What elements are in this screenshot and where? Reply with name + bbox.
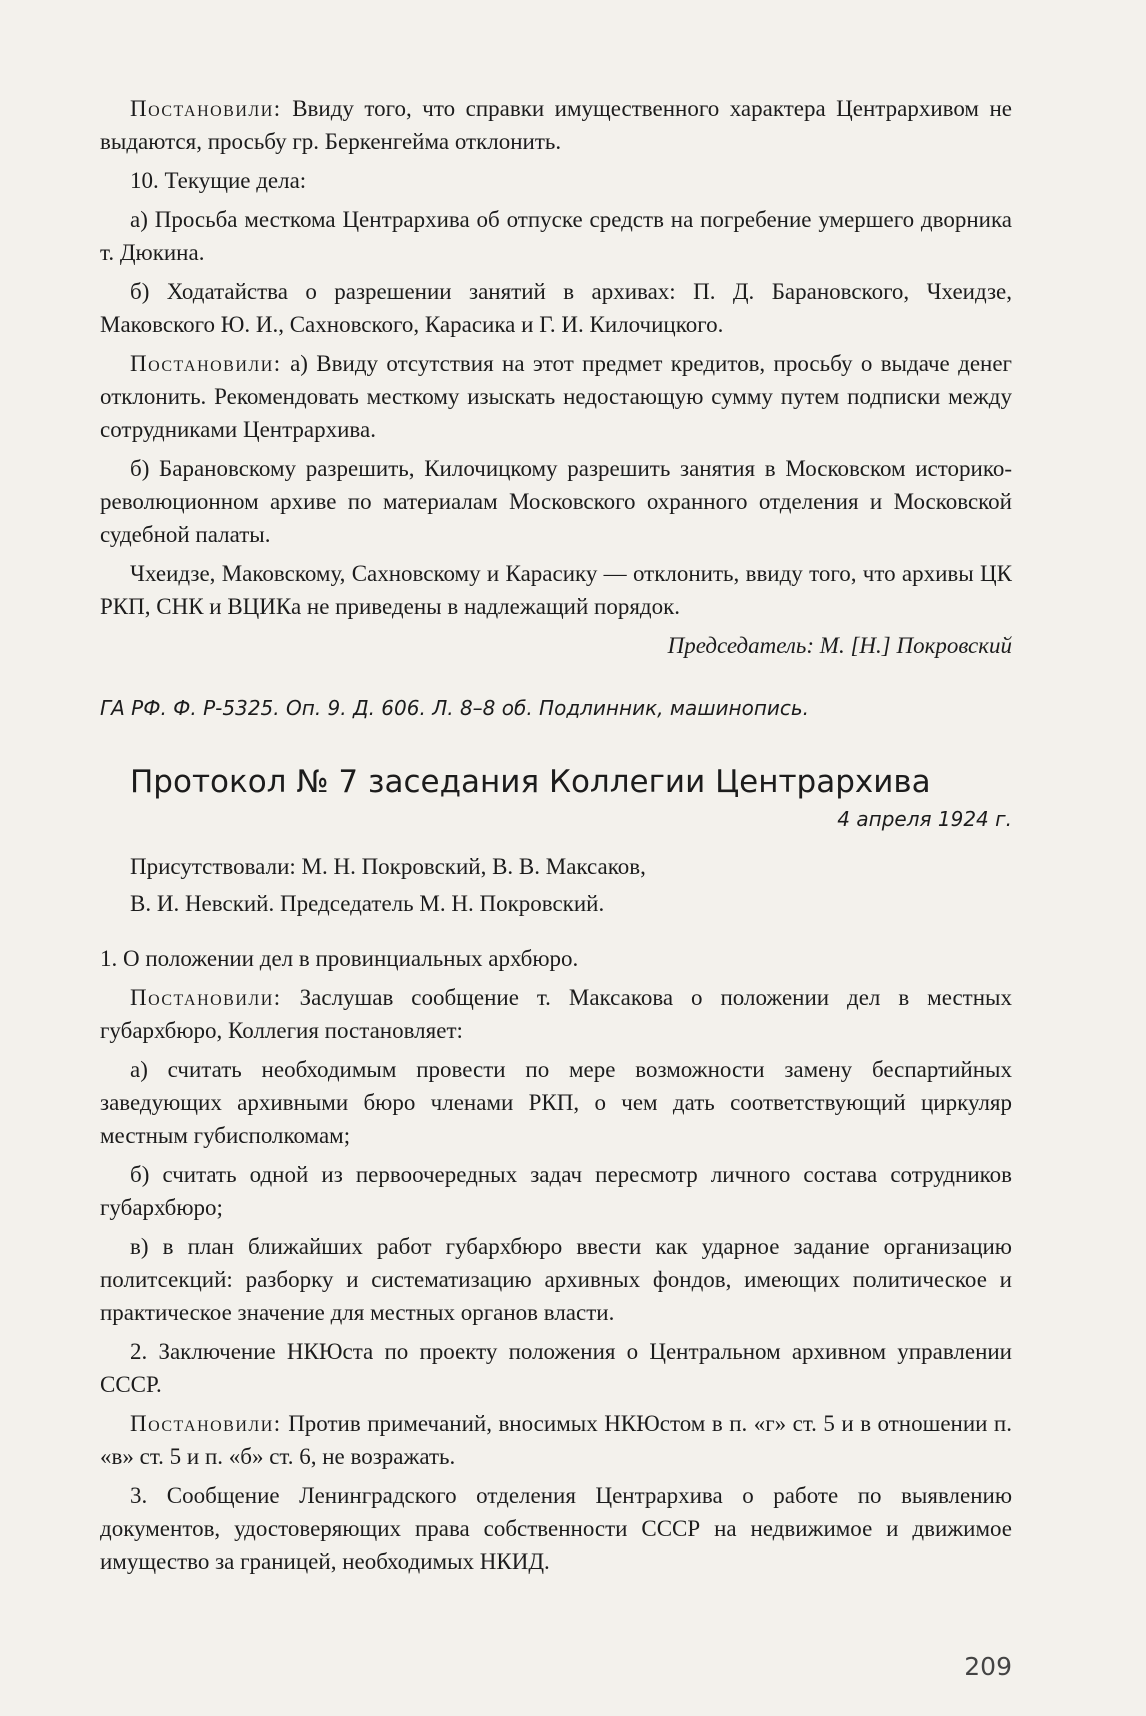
paragraph-text: Заслушав сообщение т. Максакова о положении дел в местных губархбюро, Коллегия постановляет: <box>100 985 1012 1043</box>
resolution-label: Постановили: <box>130 96 282 121</box>
paragraph-text: б) Барановскому разрешить, Килочицкому разрешить занятия в Московском историко-революционном архиве по материалам Московского охранного отделения и Московской судебной палаты. <box>100 456 1012 547</box>
paragraph-text: 10. Текущие дела: <box>130 168 307 193</box>
paragraph-text: а) Ввиду отсутствия на этот предмет кредитов, просьбу о выдаче денег отклонить. Рекомендовать месткому изыскать недостающую сумму путем подписки между сотрудниками Центрархива. <box>100 351 1012 442</box>
paragraph-text: Против примечаний, вносимых НКЮстом в п. «г» ст. 5 и в отношении п. «в» ст. 5 и п. «б» ст. 6, не возражать. <box>100 1411 1012 1469</box>
page-number: 209 <box>964 1652 1012 1681</box>
paragraph-text: 1. О положении дел в провинциальных архбюро. <box>100 946 579 971</box>
paragraph <box>100 275 1012 341</box>
paragraph <box>100 1335 1012 1401</box>
paragraph-text: б) Ходатайства о разрешении занятий в архивах: П. Д. Барановского, Чхеидзе, Маковского Ю. И., Сахновского, Карасика и Г. И. Килочицкого. <box>100 279 1012 337</box>
protocol-date: 4 апреля 1924 г. <box>837 807 1012 831</box>
paragraph-text: в) в план ближайших работ губархбюро ввести как ударное задание организацию политсекций: разборку и систематизацию архивных фондов, имеющих политическое и практическое значение для местных органов власти. <box>100 1234 1012 1325</box>
resolution-label: Постановили: <box>130 1411 282 1436</box>
paragraph <box>100 452 1012 551</box>
bottom-paragraphs <box>100 942 1012 1578</box>
paragraph <box>100 1158 1012 1224</box>
paragraph <box>100 942 1012 975</box>
page-content <box>100 92 1012 1584</box>
resolution-label: Постановили: <box>130 351 282 376</box>
paragraph <box>100 1053 1012 1152</box>
paragraph <box>100 1407 1012 1473</box>
signature: Председатель: М. [Н.] Покровский <box>667 633 1012 658</box>
paragraph-text: 2. Заключение НКЮста по проекту положения о Центральном архивном управлении СССР. <box>100 1339 1012 1397</box>
protocol-heading: Протокол № 7 заседания Коллегии Центрархива <box>130 764 931 800</box>
paragraph-text: Ввиду того, что справки имущественного характера Центрархивом не выдаются, просьбу гр. Беркенгейма отклонить. <box>100 96 1012 154</box>
resolution-label: Постановили: <box>130 985 282 1010</box>
attendees-line-2: В. И. Невский. Председатель М. Н. Покровский. <box>130 891 605 916</box>
attendees-line-1: Присутствовали: М. Н. Покровский, В. В. Максаков, <box>130 854 646 879</box>
paragraph <box>100 347 1012 446</box>
paragraph <box>100 557 1012 623</box>
paragraph <box>100 1479 1012 1578</box>
paragraph-text: Чхеидзе, Маковскому, Сахновскому и Карасику — отклонить, ввиду того, что архивы ЦК РКП, СНК и ВЦИКа не приведены в надлежащий порядок. <box>100 561 1012 619</box>
top-paragraphs <box>100 92 1012 623</box>
paragraph-text: б) считать одной из первоочередных задач пересмотр личного состава сотрудников губархбюро; <box>100 1162 1012 1220</box>
paragraph-text: а) Просьба месткома Центрархива об отпуске средств на погребение умершего дворника т. Дюкина. <box>100 207 1012 265</box>
paragraph <box>100 981 1012 1047</box>
attendees <box>130 850 1012 920</box>
paragraph <box>100 164 1012 197</box>
paragraph-text: 3. Сообщение Ленинградского отделения Центрархива о работе по выявлению документов, удостоверяющих права собственности СССР на недвижимое и движимое имущество за границей, необходимых НКИД. <box>100 1483 1012 1574</box>
paragraph <box>100 203 1012 269</box>
paragraph-text: а) считать необходимым провести по мере возможности замену беспартийных заведующих архивными бюро членами РКП, о чем дать соответствующий циркуляр местным губисполкомам; <box>100 1057 1012 1148</box>
paragraph <box>100 1230 1012 1329</box>
archive-reference: ГА РФ. Ф. Р-5325. Оп. 9. Д. 606. Л. 8–8 об. Подлинник, машинопись. <box>100 696 810 720</box>
paragraph <box>100 92 1012 158</box>
